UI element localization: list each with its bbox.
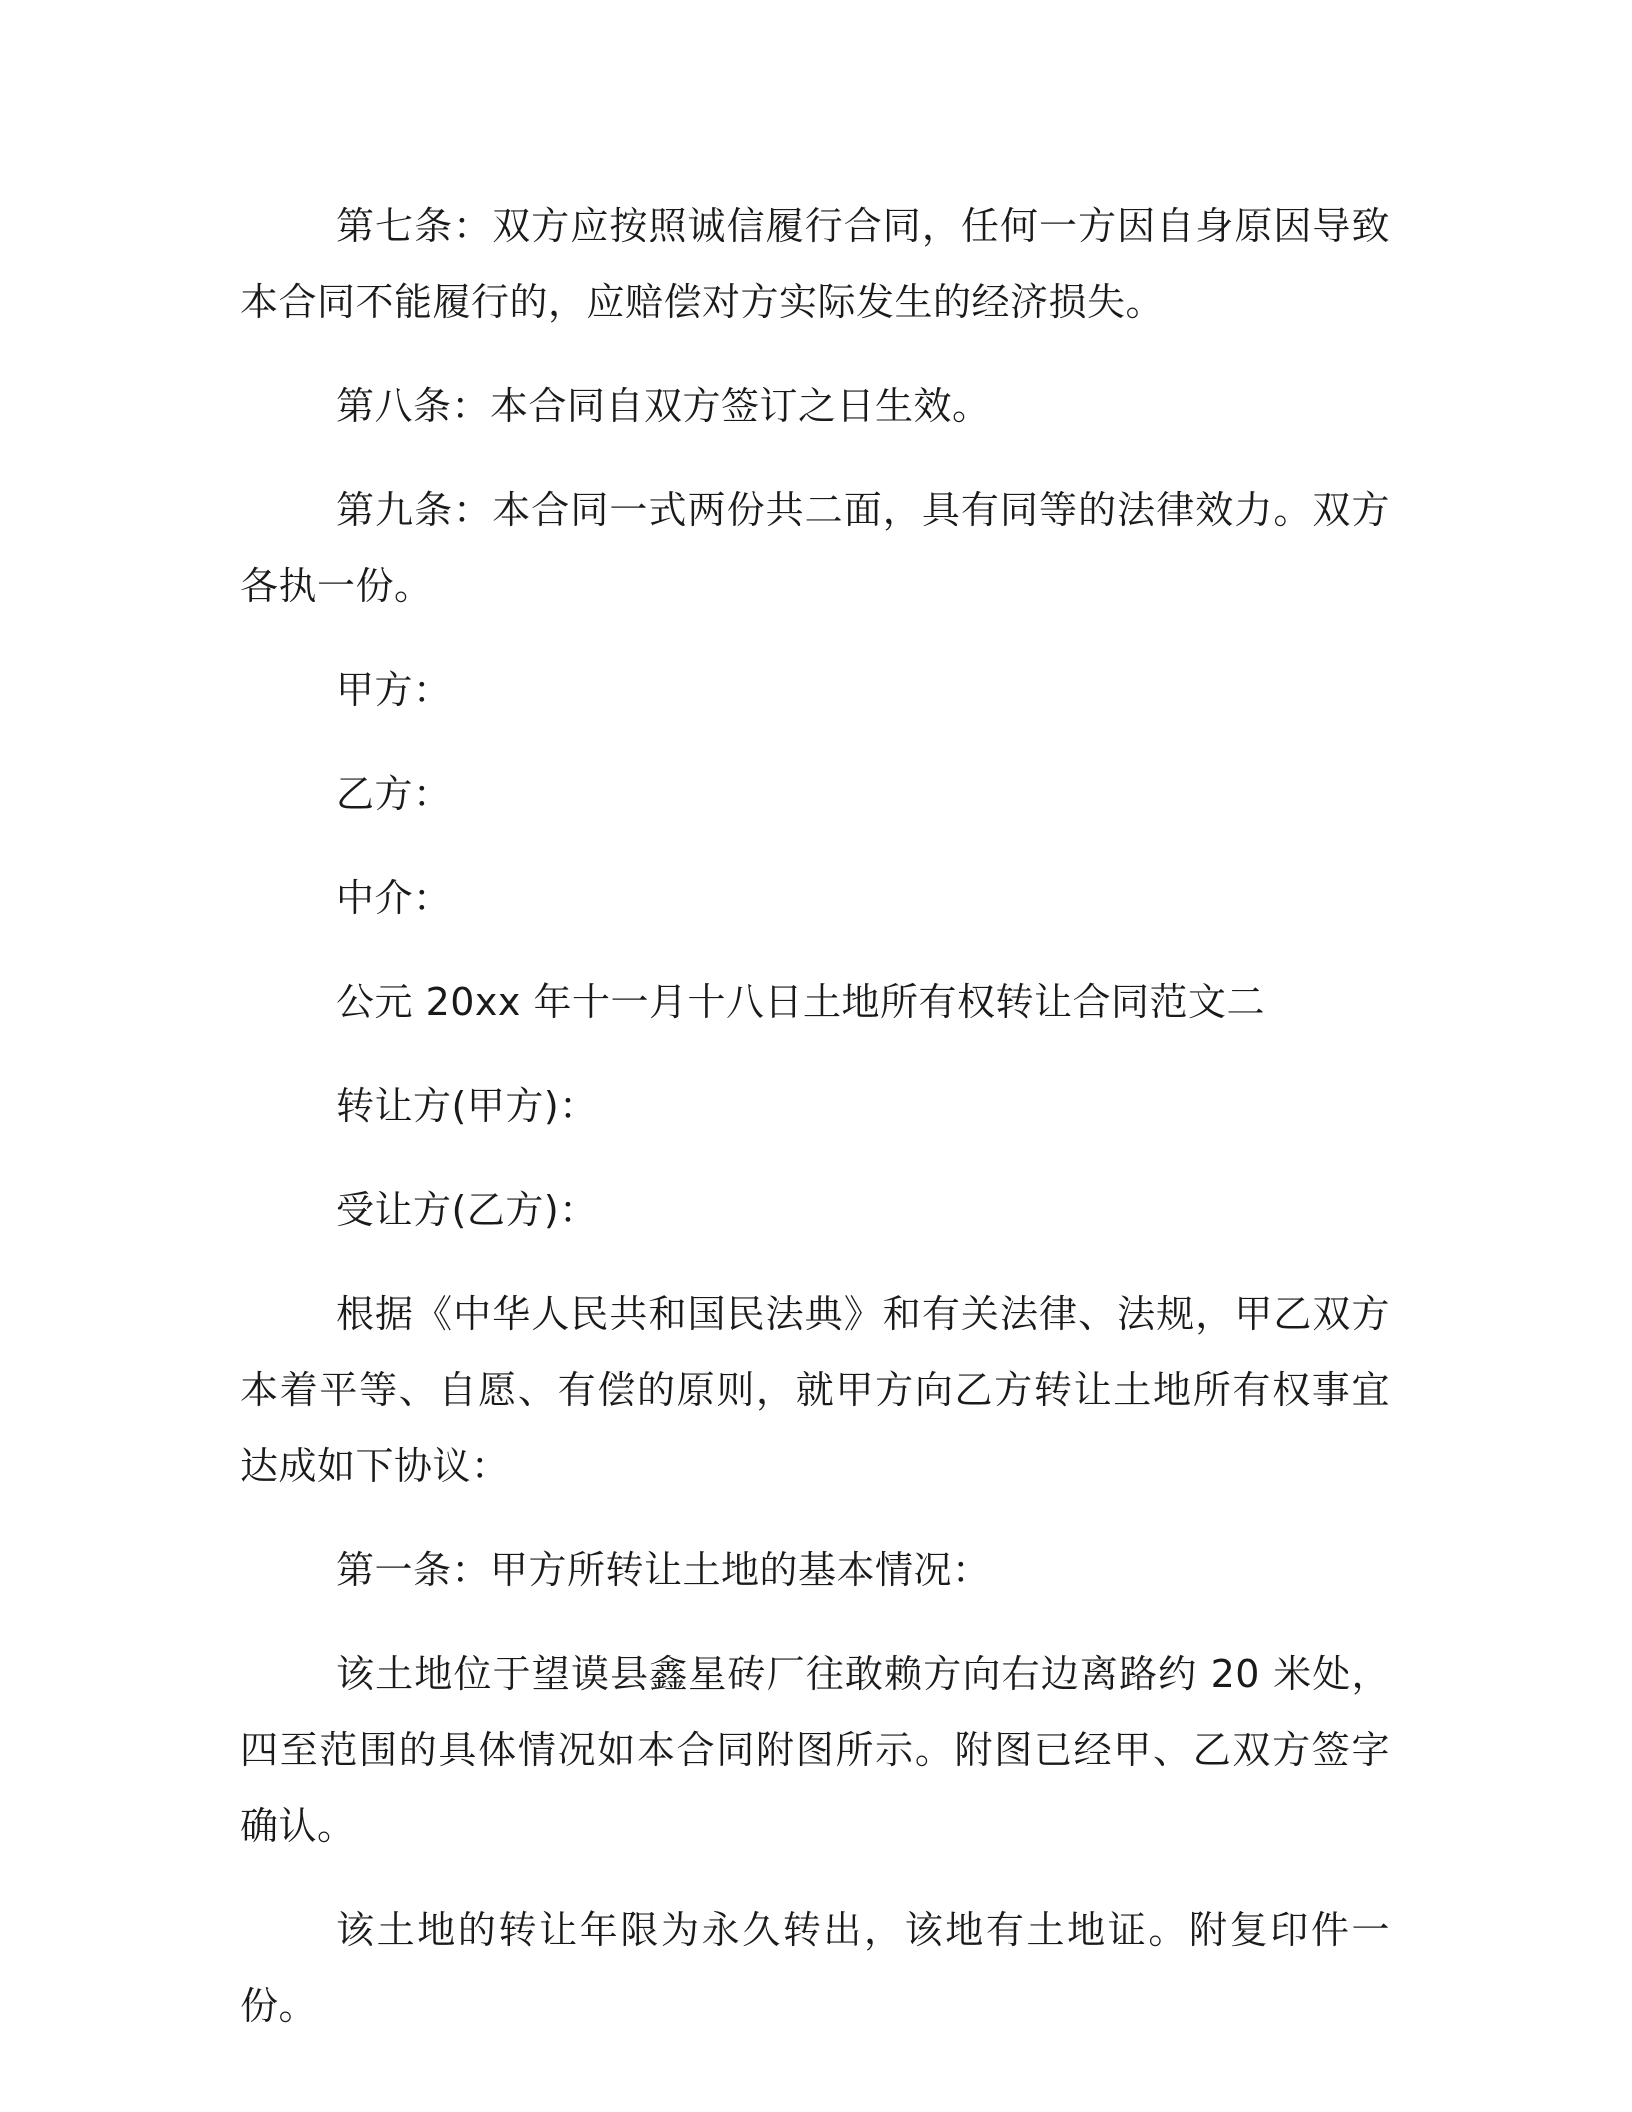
transferor-line: 转让方(甲方)： bbox=[336, 1084, 598, 1128]
party-b-signature-line: 乙方： bbox=[336, 772, 452, 816]
clause-9: 第九条：本合同一式两份共二面，具有同等的法律效力。双方各执一份。 bbox=[240, 488, 1390, 608]
preamble: 根据《中华人民共和国民法典》和有关法律、法规，甲乙双方本着平等、自愿、有偿的原则，就甲方向乙方转让土地所有权事宜达成如下协议： bbox=[240, 1292, 1390, 1488]
transferee-line: 受让方(乙方)： bbox=[336, 1188, 598, 1232]
document-body bbox=[240, 188, 1390, 2072]
clause-1-heading: 第一条：甲方所转让土地的基本情况： bbox=[336, 1548, 991, 1592]
date-and-next-title: 公元 20xx 年十一月十八日土地所有权转让合同范文二 bbox=[336, 980, 1265, 1024]
land-location: 该土地位于望谟县鑫星砖厂往敢赖方向右边离路约 20 米处，四至范围的具体情况如本合同附图所示。附图已经甲、乙双方签字确认。 bbox=[240, 1652, 1390, 1848]
transfer-term: 该土地的转让年限为永久转出，该地有土地证。附复印件一份。 bbox=[240, 1908, 1390, 2028]
clause-7: 第七条：双方应按照诚信履行合同，任何一方因自身原因导致本合同不能履行的，应赔偿对方实际发生的经济损失。 bbox=[240, 204, 1390, 324]
clause-8: 第八条：本合同自双方签订之日生效。 bbox=[336, 384, 991, 428]
intermediary-signature-line: 中介： bbox=[336, 876, 452, 920]
party-a-signature-line: 甲方： bbox=[336, 668, 452, 712]
